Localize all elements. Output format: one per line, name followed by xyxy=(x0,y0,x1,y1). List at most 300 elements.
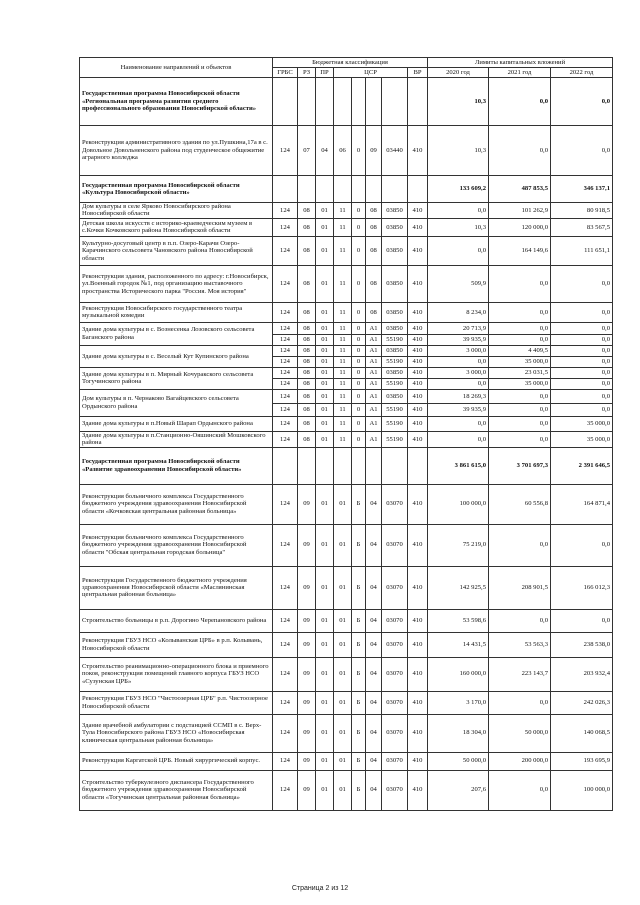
cell-vr: 410 xyxy=(408,770,428,810)
empty-cell xyxy=(334,176,352,203)
cell-grbs: 124 xyxy=(273,416,298,431)
object-name: Здание врачебной амбулатории с подстанцией ССМП в с. Верх-Тула Новосибирского района ГБУЗ НСО «Новосибирская клиническая центральная районная больница» xyxy=(80,714,273,752)
cell-2022: 35 000,0 xyxy=(551,431,613,447)
cell-csr-1: 11 xyxy=(334,431,352,447)
cell-2021: 50 000,0 xyxy=(489,714,551,752)
cell-2022: 0,0 xyxy=(551,389,613,403)
cell-rz: 09 xyxy=(298,524,316,566)
cell-csr-2: Б xyxy=(352,484,366,524)
cell-csr-3: 04 xyxy=(366,752,382,770)
cell-pr: 01 xyxy=(316,203,334,219)
cell-grbs: 124 xyxy=(273,218,298,236)
cell-pr: 01 xyxy=(316,714,334,752)
cell-2021: 101 262,9 xyxy=(489,203,551,219)
header-budget-classification: Бюджетная классификация xyxy=(273,58,428,68)
cell-csr-4: 55190 xyxy=(382,378,408,389)
object-name: Строительство реанимационно-операционного блока и приемного покоя, реконструкция помещений главного корпуса ГБУЗ НСО «Сузунская ЦРБ» xyxy=(80,657,273,691)
cell-csr-3: A1 xyxy=(366,389,382,403)
cell-csr-1: 01 xyxy=(334,770,352,810)
cell-2021: 4 409,5 xyxy=(489,345,551,356)
cell-2020: 207,6 xyxy=(428,770,489,810)
cell-rz: 09 xyxy=(298,770,316,810)
cell-csr-2: Б xyxy=(352,657,366,691)
cell-csr-4: 03850 xyxy=(382,367,408,378)
cell-2020: 0,0 xyxy=(428,378,489,389)
cell-csr-2: 0 xyxy=(352,345,366,356)
empty-cell xyxy=(298,447,316,484)
cell-grbs: 124 xyxy=(273,609,298,632)
cell-csr-2: 0 xyxy=(352,236,366,265)
cell-csr-3: 04 xyxy=(366,632,382,657)
program-name: Государственная программа Новосибирской области «Культура Новосибирской области» xyxy=(80,176,273,203)
object-name: Реконструкция Каргатской ЦРБ. Новый хирургический корпус. xyxy=(80,752,273,770)
cell-csr-4: 03850 xyxy=(382,322,408,334)
table-row xyxy=(80,126,613,176)
cell-csr-1: 11 xyxy=(334,236,352,265)
cell-grbs: 124 xyxy=(273,367,298,378)
table-row xyxy=(80,265,613,302)
cell-2020: 0,0 xyxy=(428,356,489,367)
empty-cell xyxy=(352,447,366,484)
empty-cell xyxy=(334,78,352,126)
cell-pr: 01 xyxy=(316,218,334,236)
cell-csr-4: 03070 xyxy=(382,752,408,770)
cell-2021: 223 143,7 xyxy=(489,657,551,691)
cell-grbs: 124 xyxy=(273,403,298,416)
empty-cell xyxy=(273,447,298,484)
cell-csr-4: 03070 xyxy=(382,770,408,810)
cell-rz: 08 xyxy=(298,203,316,219)
cell-rz: 09 xyxy=(298,632,316,657)
cell-vr: 410 xyxy=(408,236,428,265)
cell-csr-3: A1 xyxy=(366,416,382,431)
cell-csr-4: 03850 xyxy=(382,345,408,356)
cell-csr-2: 0 xyxy=(352,389,366,403)
cell-csr-3: A1 xyxy=(366,334,382,345)
cell-grbs: 124 xyxy=(273,265,298,302)
object-name: Здание дома культуры в п.Станционно-Ояшинский Мошковского района xyxy=(80,431,273,447)
object-name: Культурно-досуговый центр в п.п. Озеро-Карачи Озеро-Карачинского сельсовета Чановского района Новосибирской области xyxy=(80,236,273,265)
cell-csr-1: 11 xyxy=(334,265,352,302)
cell-2022: 0,0 xyxy=(551,524,613,566)
cell-rz: 08 xyxy=(298,236,316,265)
table-row xyxy=(80,431,613,447)
object-name: Здание дома культуры в с. Вознесенка Лозовского сельсовета Баганского района xyxy=(80,322,273,345)
empty-cell xyxy=(366,176,382,203)
object-name: Реконструкция Государственного бюджетного учреждения здравоохранения Новосибирской области «Маслянинская центральная районная больница» xyxy=(80,566,273,609)
cell-csr-3: A1 xyxy=(366,403,382,416)
cell-vr: 410 xyxy=(408,334,428,345)
cell-rz: 08 xyxy=(298,356,316,367)
table-row xyxy=(80,218,613,236)
cell-rz: 08 xyxy=(298,378,316,389)
cell-grbs: 124 xyxy=(273,566,298,609)
table-row xyxy=(80,524,613,566)
cell-csr-2: Б xyxy=(352,566,366,609)
empty-cell xyxy=(273,78,298,126)
cell-2021: 0,0 xyxy=(489,770,551,810)
cell-grbs: 124 xyxy=(273,302,298,322)
cell-csr-2: 0 xyxy=(352,403,366,416)
cell-2021: 0,0 xyxy=(489,403,551,416)
cell-csr-2: 0 xyxy=(352,265,366,302)
object-name: Строительство больницы в р.п. Дорогино Черепановского района xyxy=(80,609,273,632)
cell-pr: 01 xyxy=(316,302,334,322)
cell-2022: 166 012,3 xyxy=(551,566,613,609)
cell-2021: 0,0 xyxy=(489,431,551,447)
object-name: Реконструкция больничного комплекса Государственного бюджетного учреждения здравоохранения Новосибирской области «Кочковская центральная районная больница» xyxy=(80,484,273,524)
cell-csr-3: 04 xyxy=(366,609,382,632)
cell-grbs: 124 xyxy=(273,657,298,691)
cell-csr-1: 01 xyxy=(334,524,352,566)
cell-vr: 410 xyxy=(408,609,428,632)
cell-csr-3: 08 xyxy=(366,218,382,236)
empty-cell xyxy=(382,78,408,126)
empty-cell xyxy=(366,447,382,484)
cell-pr: 01 xyxy=(316,524,334,566)
cell-csr-4: 03070 xyxy=(382,609,408,632)
cell-csr-1: 11 xyxy=(334,322,352,334)
object-name: Здание дома культуры в п.Новый Шарап Ордынского района xyxy=(80,416,273,431)
program-total-2022: 0,0 xyxy=(551,78,613,126)
empty-cell xyxy=(273,176,298,203)
table-row xyxy=(80,770,613,810)
cell-2022: 111 651,1 xyxy=(551,236,613,265)
cell-pr: 01 xyxy=(316,657,334,691)
cell-2020: 0,0 xyxy=(428,416,489,431)
cell-2022: 0,0 xyxy=(551,609,613,632)
cell-csr-1: 01 xyxy=(334,566,352,609)
cell-2020: 10,3 xyxy=(428,218,489,236)
cell-2022: 203 932,4 xyxy=(551,657,613,691)
header-vr: ВР xyxy=(408,68,428,78)
cell-csr-2: Б xyxy=(352,524,366,566)
object-name: Реконструкция ГБУЗ НСО «Колыванская ЦРБ» в р.п. Колывань, Новосибирской области xyxy=(80,632,273,657)
cell-2021: 0,0 xyxy=(489,609,551,632)
cell-grbs: 124 xyxy=(273,389,298,403)
table-row xyxy=(80,367,613,378)
table-row xyxy=(80,752,613,770)
cell-csr-1: 11 xyxy=(334,367,352,378)
cell-2020: 3 170,0 xyxy=(428,691,489,714)
cell-pr: 01 xyxy=(316,322,334,334)
empty-cell xyxy=(298,78,316,126)
program-row xyxy=(80,447,613,484)
cell-vr: 410 xyxy=(408,403,428,416)
cell-2020: 100 000,0 xyxy=(428,484,489,524)
cell-2022: 193 695,9 xyxy=(551,752,613,770)
cell-vr: 410 xyxy=(408,566,428,609)
cell-csr-3: 04 xyxy=(366,524,382,566)
cell-csr-2: 0 xyxy=(352,431,366,447)
header-investment-limits: Лимиты капитальных вложений xyxy=(428,58,613,68)
cell-rz: 07 xyxy=(298,126,316,176)
cell-csr-1: 01 xyxy=(334,609,352,632)
cell-csr-3: 09 xyxy=(366,126,382,176)
cell-grbs: 124 xyxy=(273,431,298,447)
cell-csr-3: 08 xyxy=(366,203,382,219)
cell-csr-3: A1 xyxy=(366,367,382,378)
cell-pr: 01 xyxy=(316,484,334,524)
cell-csr-3: 04 xyxy=(366,714,382,752)
cell-csr-2: 0 xyxy=(352,302,366,322)
program-name: Государственная программа Новосибирской области «Региональная программа развития среднего профессионального образования Новосибирской области» xyxy=(80,78,273,126)
page-number: Страница 2 из 12 xyxy=(291,885,349,892)
cell-2022: 140 068,5 xyxy=(551,714,613,752)
table-row xyxy=(80,345,613,356)
cell-rz: 09 xyxy=(298,609,316,632)
header-year-2021: 2021 год xyxy=(489,68,551,78)
cell-2021: 0,0 xyxy=(489,322,551,334)
cell-csr-4: 03070 xyxy=(382,657,408,691)
cell-pr: 01 xyxy=(316,345,334,356)
cell-csr-4: 03440 xyxy=(382,126,408,176)
cell-2021: 0,0 xyxy=(489,334,551,345)
cell-2022: 0,0 xyxy=(551,334,613,345)
program-row xyxy=(80,78,613,126)
cell-rz: 08 xyxy=(298,416,316,431)
cell-csr-3: A1 xyxy=(366,378,382,389)
cell-csr-2: 0 xyxy=(352,203,366,219)
cell-csr-2: 0 xyxy=(352,356,366,367)
cell-vr: 410 xyxy=(408,389,428,403)
cell-csr-4: 03070 xyxy=(382,566,408,609)
table-row xyxy=(80,657,613,691)
cell-vr: 410 xyxy=(408,752,428,770)
cell-csr-3: 08 xyxy=(366,302,382,322)
program-total-2021: 487 853,5 xyxy=(489,176,551,203)
cell-2020: 3 000,0 xyxy=(428,345,489,356)
cell-2020: 160 000,0 xyxy=(428,657,489,691)
cell-csr-4: 55190 xyxy=(382,334,408,345)
cell-2022: 164 871,4 xyxy=(551,484,613,524)
cell-2020: 8 234,0 xyxy=(428,302,489,322)
cell-2021: 164 149,6 xyxy=(489,236,551,265)
cell-rz: 08 xyxy=(298,322,316,334)
empty-cell xyxy=(316,78,334,126)
cell-vr: 410 xyxy=(408,714,428,752)
cell-2021: 0,0 xyxy=(489,524,551,566)
object-name: Детская школа искусств с историко-краеведческим музеем в с.Кочки Кочковского района Новосибирской области xyxy=(80,218,273,236)
cell-2020: 50 000,0 xyxy=(428,752,489,770)
cell-csr-1: 11 xyxy=(334,334,352,345)
empty-cell xyxy=(382,176,408,203)
cell-2022: 0,0 xyxy=(551,345,613,356)
cell-csr-4: 03070 xyxy=(382,524,408,566)
cell-csr-3: 04 xyxy=(366,770,382,810)
empty-cell xyxy=(352,176,366,203)
capital-investment-table xyxy=(79,57,613,811)
cell-csr-3: A1 xyxy=(366,431,382,447)
header-pr: ПР xyxy=(316,68,334,78)
cell-csr-2: 0 xyxy=(352,218,366,236)
cell-pr: 01 xyxy=(316,566,334,609)
cell-csr-4: 03850 xyxy=(382,236,408,265)
header-rz: РЗ xyxy=(298,68,316,78)
cell-vr: 410 xyxy=(408,378,428,389)
cell-pr: 01 xyxy=(316,770,334,810)
cell-csr-2: Б xyxy=(352,714,366,752)
cell-2022: 242 026,3 xyxy=(551,691,613,714)
cell-rz: 08 xyxy=(298,218,316,236)
cell-vr: 410 xyxy=(408,265,428,302)
cell-2022: 35 000,0 xyxy=(551,416,613,431)
table-row xyxy=(80,389,613,403)
cell-2022: 100 000,0 xyxy=(551,770,613,810)
object-name: Здание дома культуры в п. Мирный Кочуракского сельсовета Тогучинского района xyxy=(80,367,273,389)
object-name: Реконструкция здания, расположенного по адресу: г.Новосибирск, ул.Военный городок №1, под организацию выставочного пространства Исторического парка "Россия. Моя история" xyxy=(80,265,273,302)
cell-csr-3: A1 xyxy=(366,356,382,367)
cell-pr: 01 xyxy=(316,416,334,431)
cell-rz: 08 xyxy=(298,302,316,322)
empty-cell xyxy=(408,78,428,126)
cell-pr: 01 xyxy=(316,609,334,632)
cell-grbs: 124 xyxy=(273,524,298,566)
empty-cell xyxy=(334,447,352,484)
table-row xyxy=(80,236,613,265)
cell-rz: 09 xyxy=(298,484,316,524)
cell-csr-1: 11 xyxy=(334,378,352,389)
cell-csr-4: 03850 xyxy=(382,389,408,403)
cell-2022: 0,0 xyxy=(551,265,613,302)
cell-csr-1: 06 xyxy=(334,126,352,176)
cell-pr: 01 xyxy=(316,431,334,447)
cell-rz: 09 xyxy=(298,566,316,609)
empty-cell xyxy=(366,78,382,126)
cell-csr-4: 03850 xyxy=(382,203,408,219)
cell-pr: 01 xyxy=(316,334,334,345)
cell-2020: 0,0 xyxy=(428,203,489,219)
cell-2021: 23 031,5 xyxy=(489,367,551,378)
cell-2020: 39 935,9 xyxy=(428,403,489,416)
cell-csr-2: Б xyxy=(352,691,366,714)
table-row xyxy=(80,609,613,632)
cell-grbs: 124 xyxy=(273,334,298,345)
cell-grbs: 124 xyxy=(273,322,298,334)
cell-rz: 08 xyxy=(298,334,316,345)
cell-csr-2: 0 xyxy=(352,378,366,389)
cell-2021: 120 000,0 xyxy=(489,218,551,236)
cell-pr: 01 xyxy=(316,236,334,265)
cell-csr-3: 04 xyxy=(366,657,382,691)
cell-vr: 410 xyxy=(408,416,428,431)
cell-csr-4: 55190 xyxy=(382,416,408,431)
cell-2020: 18 269,3 xyxy=(428,389,489,403)
table-row xyxy=(80,203,613,219)
cell-2020: 53 598,6 xyxy=(428,609,489,632)
cell-2021: 60 556,8 xyxy=(489,484,551,524)
cell-csr-2: Б xyxy=(352,632,366,657)
cell-csr-3: A1 xyxy=(366,322,382,334)
table-row xyxy=(80,714,613,752)
cell-2020: 0,0 xyxy=(428,431,489,447)
cell-rz: 08 xyxy=(298,367,316,378)
limits-table-sheet xyxy=(79,57,612,811)
cell-csr-4: 55190 xyxy=(382,356,408,367)
table-row xyxy=(80,302,613,322)
cell-2021: 0,0 xyxy=(489,302,551,322)
empty-cell xyxy=(316,447,334,484)
cell-vr: 410 xyxy=(408,657,428,691)
cell-csr-2: 0 xyxy=(352,322,366,334)
cell-2022: 0,0 xyxy=(551,356,613,367)
object-name: Дом культуры в п. Чернаково Вагайцевского сельсовета Ордынского района xyxy=(80,389,273,416)
cell-pr: 01 xyxy=(316,752,334,770)
object-name: Реконструкция больничного комплекса Государственного бюджетного учреждения здравоохранения Новосибирской области "Обская центральная городская больница" xyxy=(80,524,273,566)
cell-csr-2: 0 xyxy=(352,367,366,378)
cell-2020: 10,3 xyxy=(428,126,489,176)
cell-vr: 410 xyxy=(408,345,428,356)
cell-csr-4: 55190 xyxy=(382,403,408,416)
cell-vr: 410 xyxy=(408,367,428,378)
cell-csr-1: 11 xyxy=(334,302,352,322)
cell-2020: 142 925,5 xyxy=(428,566,489,609)
cell-2022: 0,0 xyxy=(551,403,613,416)
cell-2022: 0,0 xyxy=(551,367,613,378)
cell-csr-4: 03850 xyxy=(382,302,408,322)
cell-pr: 01 xyxy=(316,367,334,378)
cell-pr: 01 xyxy=(316,378,334,389)
cell-2021: 0,0 xyxy=(489,691,551,714)
cell-csr-1: 01 xyxy=(334,752,352,770)
cell-rz: 09 xyxy=(298,714,316,752)
cell-csr-1: 01 xyxy=(334,632,352,657)
cell-csr-3: A1 xyxy=(366,345,382,356)
cell-vr: 410 xyxy=(408,203,428,219)
cell-csr-2: 0 xyxy=(352,334,366,345)
object-name: Дом культуры в селе Ярково Новосибирского района Новосибирской области xyxy=(80,203,273,219)
cell-csr-1: 11 xyxy=(334,403,352,416)
cell-csr-1: 01 xyxy=(334,691,352,714)
cell-csr-4: 55190 xyxy=(382,431,408,447)
program-total-2021: 3 701 697,3 xyxy=(489,447,551,484)
cell-2022: 80 918,5 xyxy=(551,203,613,219)
header-year-2020: 2020 год xyxy=(428,68,489,78)
cell-csr-2: Б xyxy=(352,752,366,770)
cell-vr: 410 xyxy=(408,126,428,176)
program-total-2022: 346 137,1 xyxy=(551,176,613,203)
cell-csr-4: 03070 xyxy=(382,691,408,714)
table-row xyxy=(80,484,613,524)
cell-csr-4: 03850 xyxy=(382,218,408,236)
object-name: Реконструкция административного здания по ул.Пушкина,17а в с. Довольное Довольненского района под студенческое общежитие аграрного колледжа xyxy=(80,126,273,176)
cell-vr: 410 xyxy=(408,632,428,657)
cell-csr-1: 11 xyxy=(334,389,352,403)
cell-2020: 0,0 xyxy=(428,236,489,265)
empty-cell xyxy=(408,176,428,203)
object-name: Здание дома культуры в с. Веселый Кут Купинского района xyxy=(80,345,273,367)
cell-grbs: 124 xyxy=(273,345,298,356)
cell-2021: 0,0 xyxy=(489,126,551,176)
cell-csr-1: 01 xyxy=(334,714,352,752)
cell-csr-2: 0 xyxy=(352,126,366,176)
empty-cell xyxy=(352,78,366,126)
cell-grbs: 124 xyxy=(273,236,298,265)
cell-rz: 08 xyxy=(298,345,316,356)
cell-rz: 09 xyxy=(298,657,316,691)
cell-vr: 410 xyxy=(408,322,428,334)
cell-csr-3: 04 xyxy=(366,566,382,609)
cell-pr: 01 xyxy=(316,389,334,403)
table-row xyxy=(80,416,613,431)
cell-grbs: 124 xyxy=(273,126,298,176)
cell-csr-3: 08 xyxy=(366,265,382,302)
cell-csr-4: 03070 xyxy=(382,484,408,524)
cell-pr: 01 xyxy=(316,691,334,714)
cell-2020: 18 304,0 xyxy=(428,714,489,752)
cell-pr: 04 xyxy=(316,126,334,176)
cell-2020: 14 431,5 xyxy=(428,632,489,657)
